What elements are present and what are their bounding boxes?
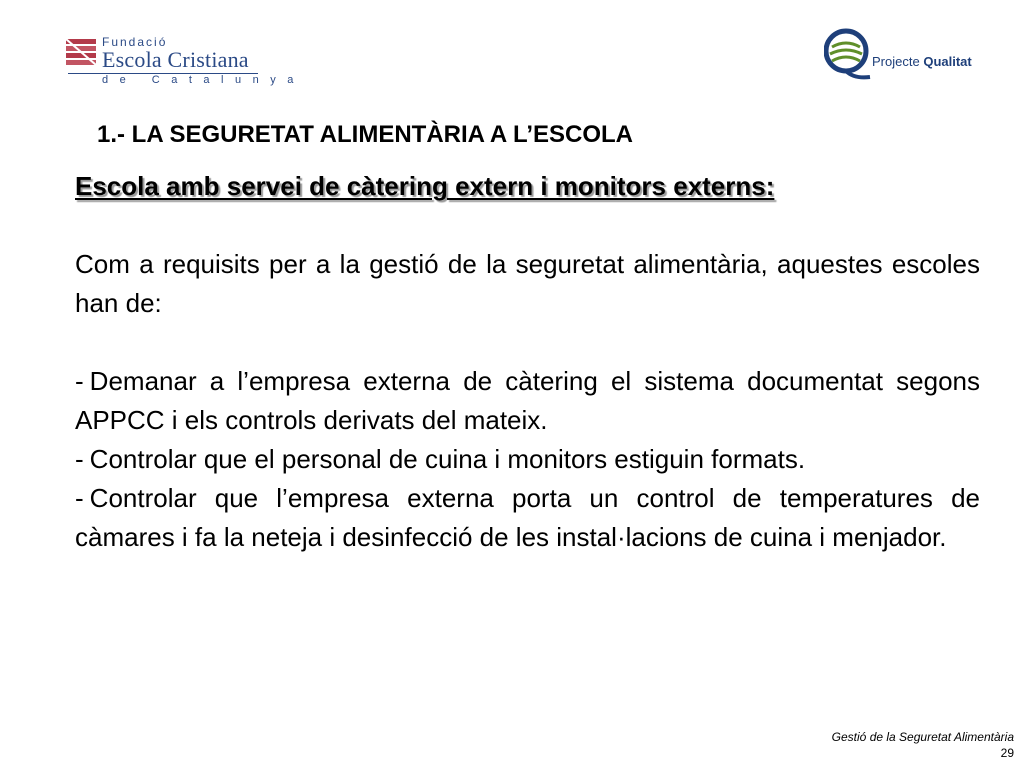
projecte-qualitat-logo: [824, 27, 984, 83]
fec-logo-line3: de Catalunya: [102, 74, 305, 86]
bullet-dash: -: [75, 444, 84, 474]
bullet-item: [75, 479, 980, 557]
slide-body: [75, 167, 980, 557]
slide-title: 1.- LA SEGURETAT ALIMENTÀRIA A L’ESCOLA: [97, 121, 633, 148]
spacer: [75, 323, 980, 362]
bullet-dash: -: [75, 366, 84, 396]
footer-title: Gestió de la Seguretat Alimentària: [831, 730, 1014, 744]
intro-paragraph: Com a requisits per a la gestió de la seguretat alimentària, aquestes escoles han de:: [75, 249, 980, 318]
projecte-qualitat-label: Projecte Qualitat: [872, 54, 972, 69]
bullet-item: [75, 362, 980, 440]
section-subheading: Escola amb servei de càtering extern i monitors externs:: [75, 171, 775, 201]
bullet-text: Demanar a l’empresa externa de càtering el sistema documentat segons APPCC i els controls derivats del mateix.: [75, 366, 980, 435]
bullet-text: Controlar que el personal de cuina i monitors estiguin formats.: [89, 444, 806, 474]
fundacio-escola-cristiana-logo: [66, 34, 305, 86]
page-number: 29: [1000, 746, 1014, 760]
bullet-text: Controlar que l’empresa externa porta un control de temperatures de càmares i fa la neteja i desinfecció de les instal·lacions de cuina i menjador.: [75, 483, 980, 552]
spacer: [75, 206, 980, 245]
fec-logo-line2: Escola Cristiana: [102, 47, 249, 72]
bullet-dash: -: [75, 483, 84, 513]
q-emblem-icon: [824, 27, 872, 83]
bullet-item: [75, 440, 980, 479]
fec-emblem-icon: [66, 38, 96, 68]
fec-logo-line1: Fundació: [102, 35, 168, 49]
